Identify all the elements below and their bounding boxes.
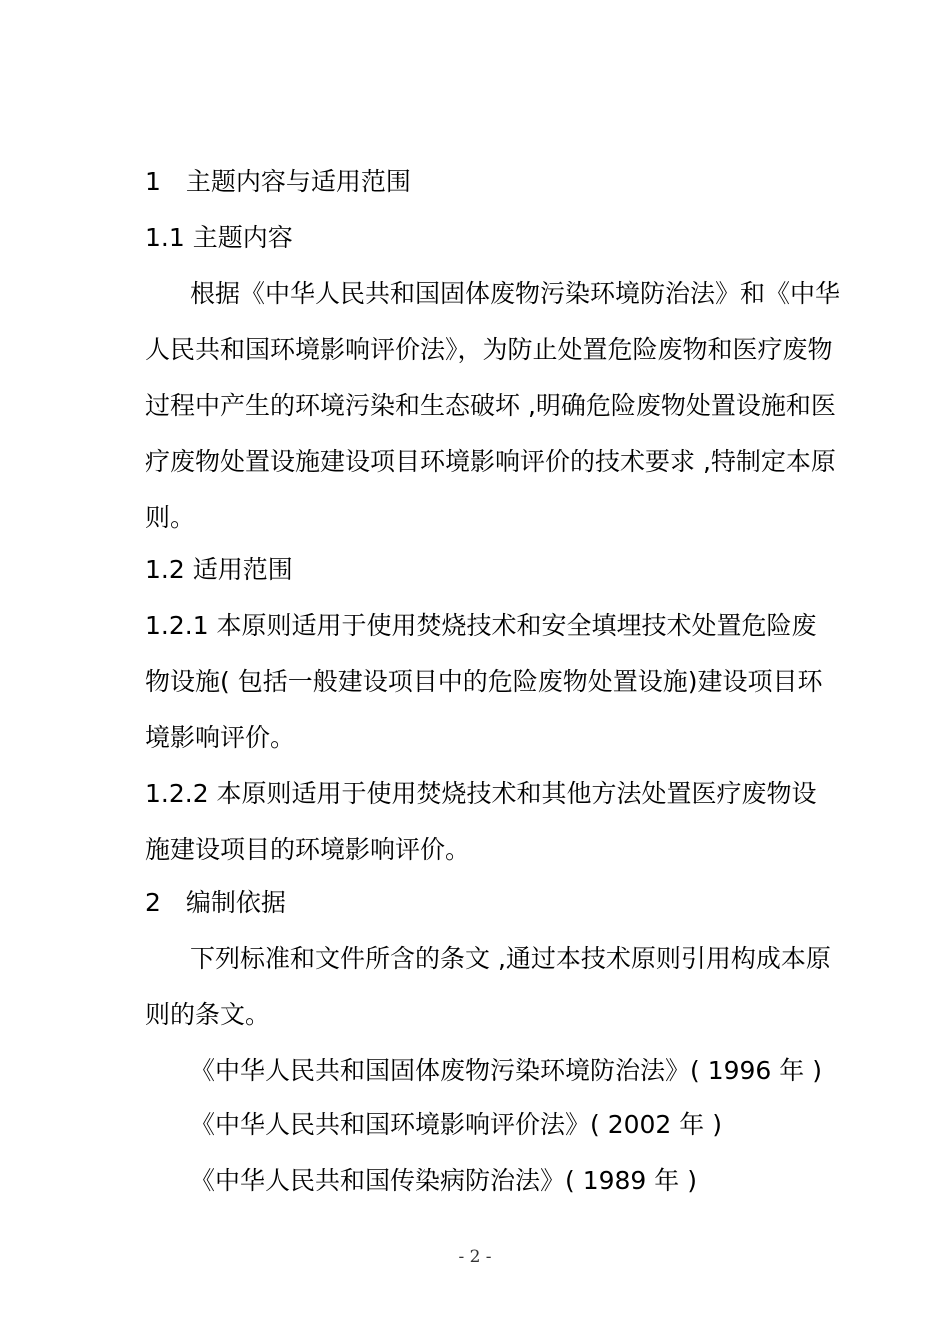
clause-1-2-1-line: 1.2.1 本原则适用于使用焚烧技术和安全填埋技术处置危险废 <box>145 611 817 640</box>
page-number: - 2 - <box>458 1247 492 1267</box>
clause-1-2-2-line: 施建设项目的环境影响评价。 <box>145 835 471 864</box>
reference-item: 《中华人民共和国环境影响评价法》( 2002 年 ) <box>190 1110 722 1139</box>
paragraph-line: 根据《中华人民共和国固体废物污染环境防治法》和《中华 <box>190 279 841 308</box>
paragraph-line: 则。 <box>145 503 196 532</box>
paragraph-line: 疗废物处置设施建设项目环境影响评价的技术要求 ,特制定本原 <box>145 447 836 476</box>
clause-1-2-1-line: 物设施( 包括一般建设项目中的危险废物处置设施)建设项目环 <box>145 667 823 696</box>
paragraph-line: 过程中产生的环境污染和生态破坏 ,明确危险废物处置设施和医 <box>145 391 836 420</box>
reference-item: 《中华人民共和国固体废物污染环境防治法》( 1996 年 ) <box>190 1056 822 1085</box>
section-2-heading: 2 编制依据 <box>145 888 286 917</box>
section-1-2-heading: 1.2 适用范围 <box>145 555 293 584</box>
reference-item: 《中华人民共和国传染病防治法》( 1989 年 ) <box>190 1166 697 1195</box>
paragraph-line: 则的条文。 <box>145 1000 271 1029</box>
section-1-heading: 1 主题内容与适用范围 <box>145 167 411 196</box>
paragraph-line: 人民共和国环境影响评价法》，为防止处置危险废物和医疗废物 <box>145 335 833 364</box>
clause-1-2-1-line: 境影响评价。 <box>145 723 296 752</box>
section-1-1-heading: 1.1 主题内容 <box>145 223 293 252</box>
paragraph-line: 下列标准和文件所含的条文 ,通过本技术原则引用构成本原 <box>190 944 831 973</box>
clause-1-2-2-line: 1.2.2 本原则适用于使用焚烧技术和其他方法处置医疗废物设 <box>145 779 817 808</box>
